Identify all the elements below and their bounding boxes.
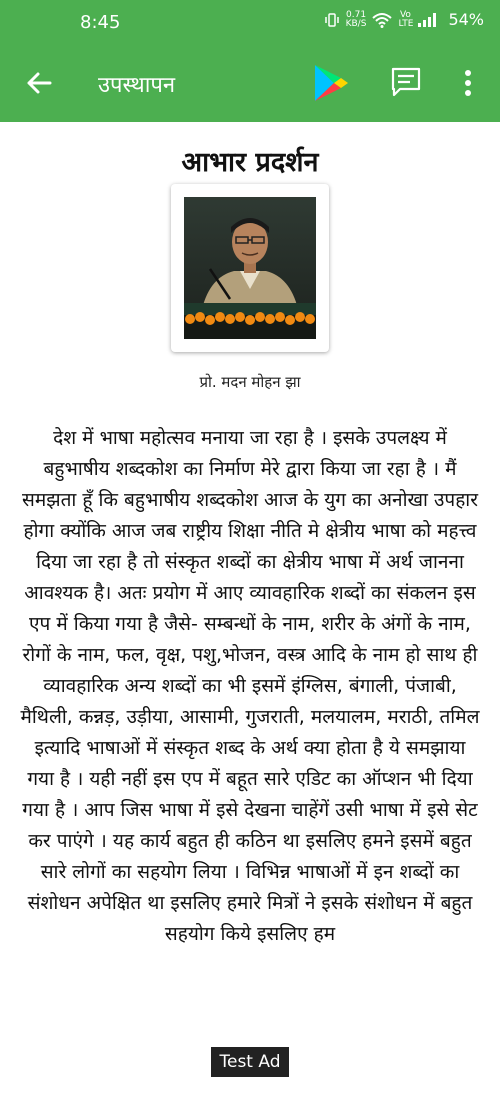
signal-icon [418,13,438,27]
content-area [0,122,500,1117]
photo-caption: प्रो. मदन मोहन झा [199,373,301,391]
test-ad-banner[interactable]: Test Ad [211,1047,289,1077]
portrait-photo [184,197,316,339]
chat-icon[interactable] [390,66,422,98]
page-title: आभार प्रदर्शन [181,147,319,178]
more-vert-icon[interactable] [460,68,476,98]
status-icons [324,10,484,29]
wifi-icon [372,12,392,28]
status-time: 8:45 [80,12,121,33]
app-bar-title: उपस्थापन [98,73,176,98]
vibrate-icon [324,12,340,28]
app-bar [0,44,500,122]
volte-label: Vo LTE [398,9,414,29]
network-speed: 0.71 KB/S [345,9,367,29]
body-text: देश में भाषा महोत्सव मनाया जा रहा है । इसके उपलक्ष्य में बहुभाषीय शब्दकोश का निर्माण मेरे द्वारा किया जा रहा है । मैं समझता हूँ कि बहुभाषीय शब्दकोश आज के युग का अनोखा उपहार होगा क्योंकि आज जब राष्ट्रीय शिक्षा नीति मे क्षेत्रीय भाषा को महत्त्व दिया जा रहा है तो संस्कृत शब्दों का क्षेत्रीय भाषा में अर्थ जानना आवश्यक है। अतः प्रयोग में आए व्यावहारिक शब्दों का संकलन इस एप में किया गया है जैसे- सम्बन्धों के नाम, शरीर के अंगों के नाम, रोगों के नाम, फल, वृक्ष, पशु,भोजन, वस्त्र आदि के नाम हो साथ ही व्यावहारिक अन्य शब्दों का भी इसमें इंग्लिस, बंगाली, पंजाबी, मैथिली, कन्नड़, उड़ीया, आसामी, गुजराती, मलयालम, मराठी, तमिल इत्यादि भाषाओं में संस्कृत शब्द के अर्थ क्या होता है ये समझाया गया है । यही नहीं इस एप में बहूत सारे एडिट का ऑप्शन भी दिया गया है । आप जिस भाषा में इसे देखना चाहेंगें उसी भाषा में इसे सेट कर पाएंगे । यह कार्य बहुत ही कठिन था इसलिए हमने इसमें बहुत सारे लोगों का सहयोग लिया । विभिन्न भाषाओं में इन शब्दों का संशोधन अपेक्षित था इसलिए हमारे मित्रों ने इसके संशोधन में बहुत सहयोग किये इसलिए हम [20,427,480,945]
status-bar [0,0,500,44]
photo-card [171,184,329,352]
back-arrow-icon[interactable] [24,68,54,98]
google-play-icon[interactable] [312,63,350,103]
battery-level: 54% [448,10,484,29]
